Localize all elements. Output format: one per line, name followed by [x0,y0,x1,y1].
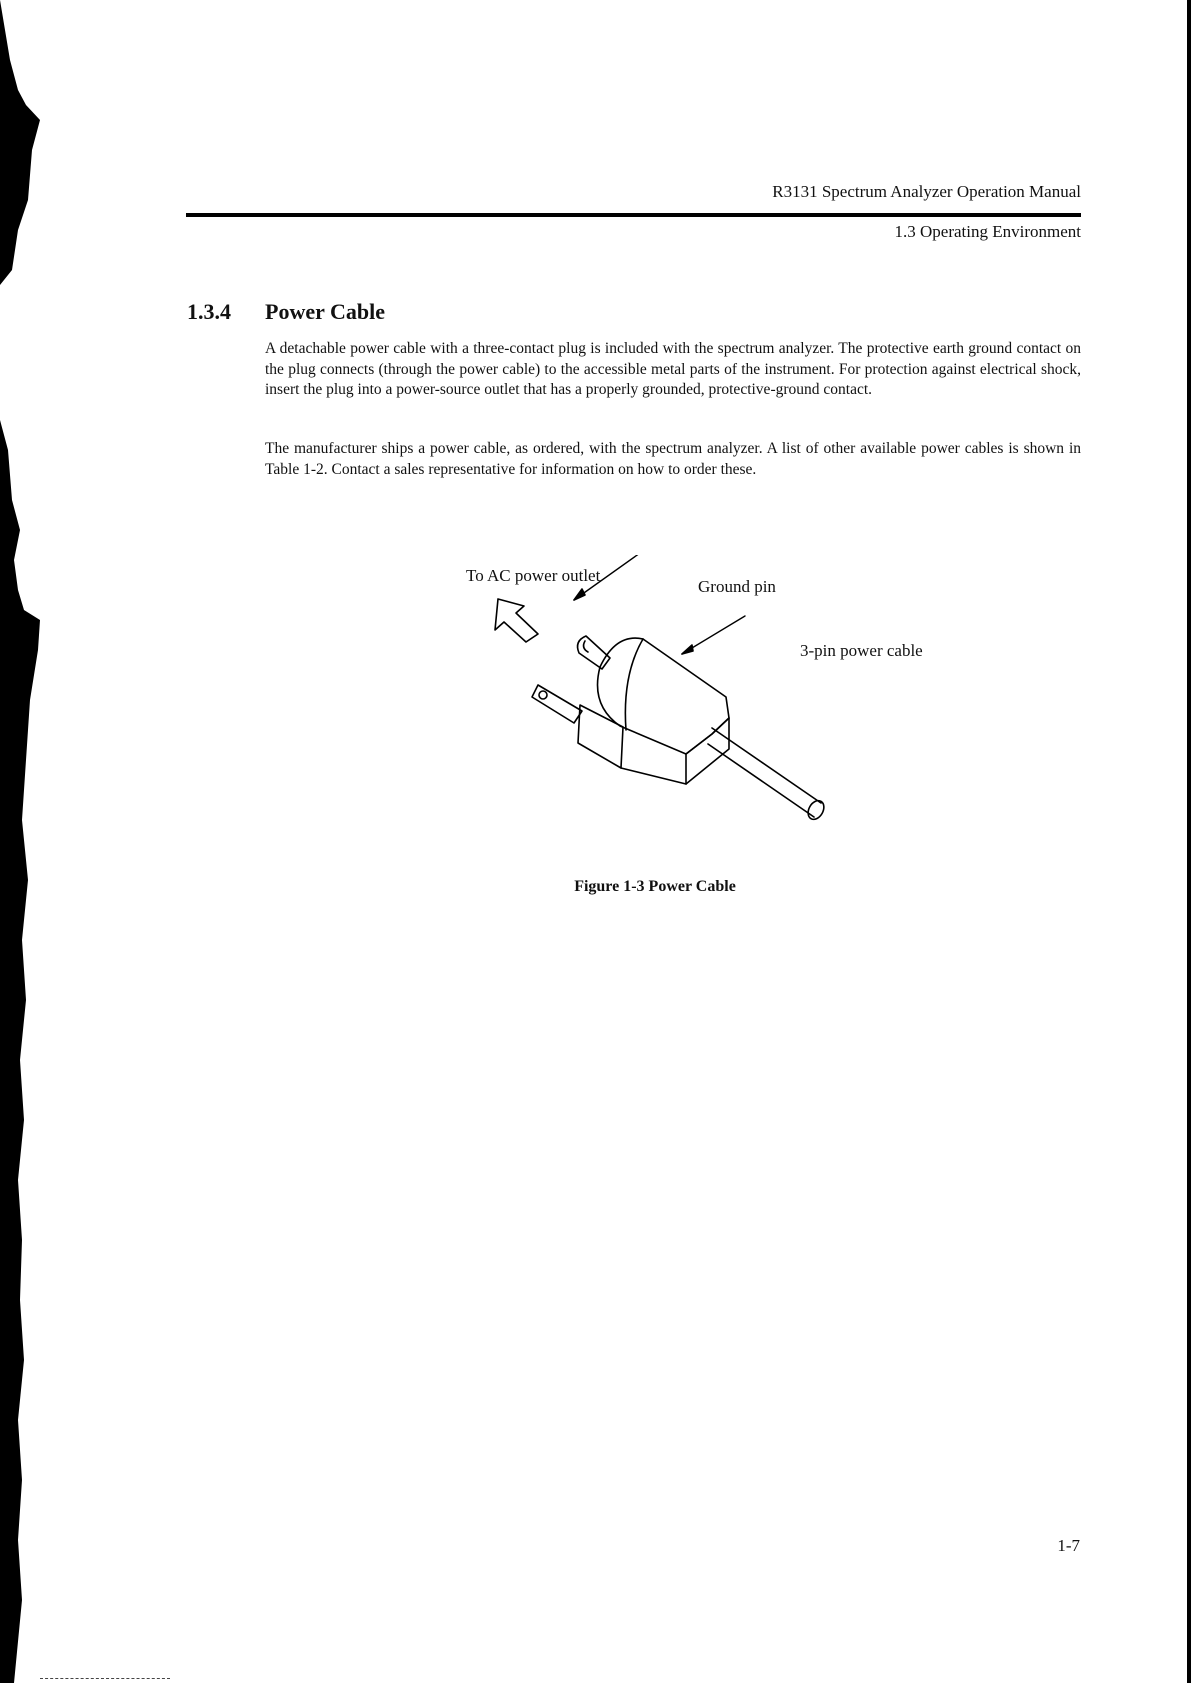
figure-label-cable: 3-pin power cable [800,641,923,660]
ground-pin [578,636,610,669]
body-paragraph: The manufacturer ships a power cable, as ordered, with the spectrum analyzer. A list of other available power cables is shown in Table 1-2. Contact a sales representative for information on how to order these. [265,440,1081,478]
scan-bottom-mark [40,1678,170,1679]
scan-left-edge [0,0,40,1683]
flat-blade-pin [532,685,582,723]
figure-label-ground-pin: Ground pin [698,577,776,596]
figure-caption: Figure 1-3 Power Cable [574,878,736,895]
running-header-manual-title: R3131 Spectrum Analyzer Operation Manual [772,182,1081,201]
body-paragraph: A detachable power cable with a three-contact plug is included with the spectrum analyzer. The protective earth ground contact on the plug connects (through the power cable) to the accessible metal parts of the instrument. For protection against electrical shock, insert the plug into a power-source outlet that has a properly grounded, protective-ground contact. [265,340,1081,398]
page-number: 1-7 [1057,1536,1080,1555]
outlet-direction-arrow [495,599,538,642]
figure-label-outlet: To AC power outlet [466,566,601,585]
power-cable [708,728,821,817]
power-plug-illustration [440,555,980,885]
section-heading: Power Cable [265,299,385,324]
scan-right-edge [1183,0,1191,1683]
running-header-section-title: 1.3 Operating Environment [894,222,1081,241]
header-rule [186,213,1081,217]
section-number: 1.3.4 [187,299,231,324]
